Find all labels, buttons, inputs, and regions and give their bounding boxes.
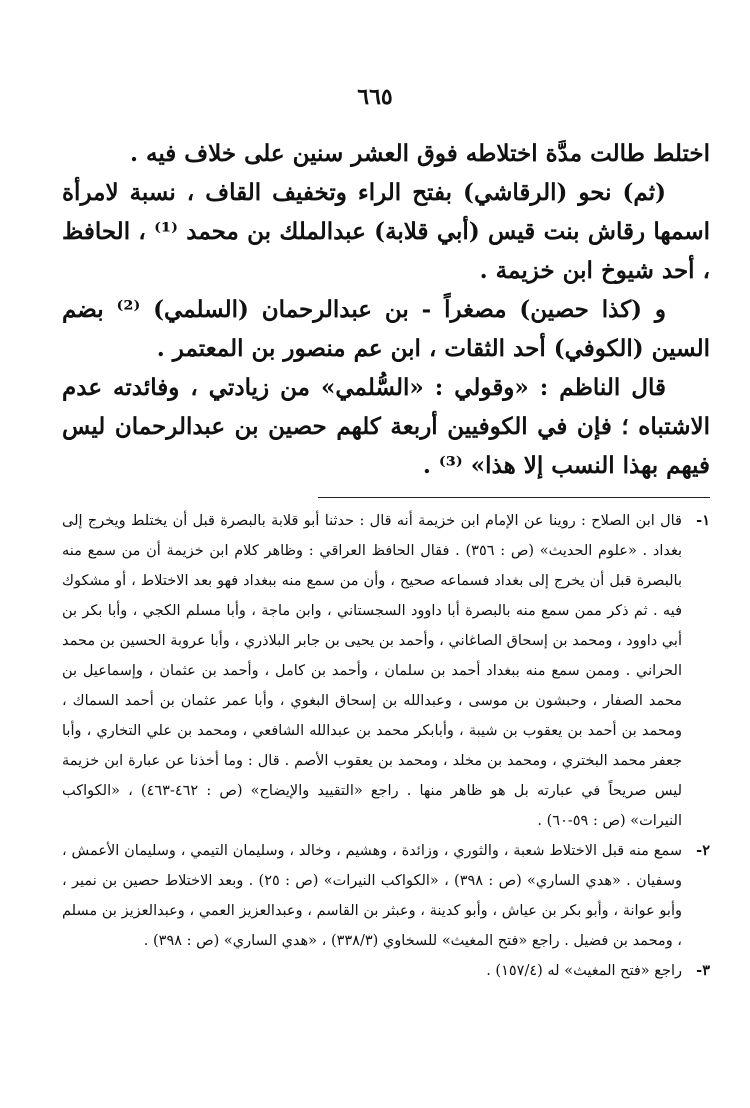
paragraph: (ثم) نحو (الرقاشي) بفتح الراء وتخفيف القاف ، نسبة لامرأة اسمها رقاش بنت قيس (أبي قلابة) عبدالملك بن محمد ⁽¹⁾ ، الحافظ ، أحد شيوخ ابن خزيمة . (62, 179, 710, 284)
paragraph: و (كذا حصين) مصغراً - بن عبدالرحمان (السلمي) ⁽²⁾ بضم السين (الكوفي) أحد الثقات ، ابن عم منصور بن المعتمر . (62, 296, 710, 362)
footnote-text: سمع منه قبل الاختلاط شعبة ، والثوري ، وزائدة ، وهشيم ، وخالد ، وسليمان التيمي ، وسليمان الأعمش ، وسفيان . «هدي الساري» (ص : ٣٩٨) ، «الكواكب النيرات» (ص : ٢٥) . وبعد الاختلاط حصين بن نمير ، وأبو عوانة ، وأبو بكر بن عياش ، وأبو كدينة ، وعبثر بن القاسم ، وعبدالعزيز العمي ، وعبدالعزيز بن مسلم ، ومحمد بن فضيل . راجع «فتح المغيث» للسخاوي (٣٣٨/٣) ، «هدي الساري» (ص : ٣٩٨) . (62, 843, 682, 949)
footnote-number: ١- (696, 512, 710, 529)
footnote-text: قال ابن الصلاح : روينا عن الإمام ابن خزيمة أنه قال : حدثنا أبو قلابة بالبصرة قبل أن يختلط ويخرج إلى بغداد . «علوم الحديث» (ص : ٣٥٦) . فقال الحافظ العراقي : وظاهر كلام ابن خزيمة أن من سمع منه بالبصرة قبل أن يخرج إلى بغداد فسماعه صحيح ، وأن من سمع منه ببغداد فهو بعد الاختلاط ، أو مشكوك فيه . ثم ذكر ممن سمع منه بالبصرة أبا داوود السجستاني ، وابن ماجة ، وأبا مسلم الكجي ، وأبا بكر بن أبي داوود ، ومحمد بن إسحاق الصاغاني ، وأحمد بن يحيى بن جابر البلاذري ، وأبا عروبة الحسين بن محمد الحراني . وممن سمع منه ببغداد أحمد بن سلمان ، وأحمد بن كامل ، وأحمد بن عثمان ، وإسماعيل بن محمد الصفار ، وحبشون بن موسى ، وعبدالله بن إسحاق البغوي ، وأبا عمر عثمان بن أحمد السماك ، ومحمد بن أحمد بن يعقوب بن شيبة ، وأبابكر محمد بن عبدالله الشافعي ، ومحمد بن علي التخاري ، وأبا جعفر محمد البختري ، ومحمد بن مخلد ، ومحمد بن يعقوب الأصم . قال : وما أخذنا عن عبارة ابن خزيمة ليس صريحاً في عبارته بل هو ظاهر منها . راجع «التقييد والإيضاح» (ص : ٤٦٢-٤٦٣) ، «الكواكب النيرات» (ص : ٥٩-٦٠) . (62, 513, 682, 829)
footnote-2 (62, 836, 710, 956)
footnote-text: راجع «فتح المغيث» له (١٥٧/٤) . (486, 963, 682, 979)
main-text (62, 134, 710, 485)
footnote-number: ٢- (696, 842, 710, 859)
footnote-divider (318, 497, 710, 498)
paragraph: قال الناظم : «وقولي : «السُّلمي» من زيادتي ، وفائدته عدم الاشتباه ؛ فإن في الكوفيين أربعة كلهم حصين بن عبدالرحمان ليس فيهم بهذا النسب إلا هذا» ⁽³⁾ . (62, 374, 710, 479)
page-number: ٦٦٥ (357, 84, 393, 110)
footnote-number: ٣- (696, 962, 710, 979)
footnote-1 (62, 506, 710, 836)
paragraph: اختلط طالت مدَّة اختلاطه فوق العشر سنين على خلاف فيه . (130, 140, 710, 167)
footnote-3 (62, 956, 710, 986)
footnotes (62, 506, 710, 986)
